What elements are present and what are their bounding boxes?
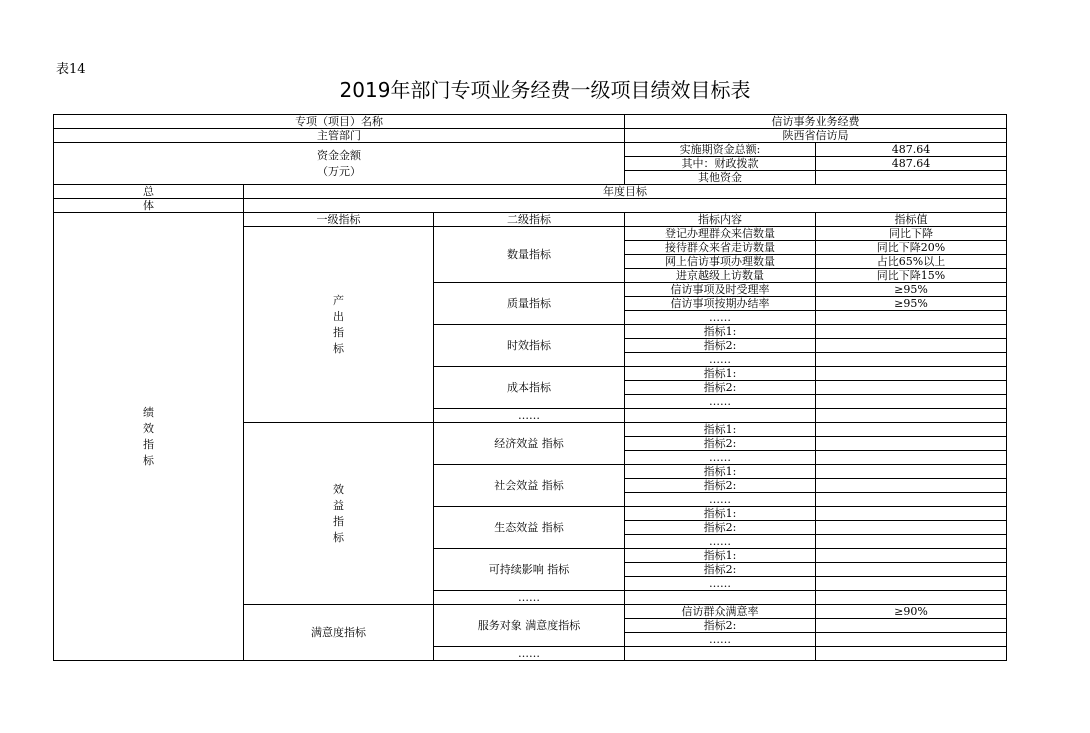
fund-label-line2: （万元） bbox=[317, 164, 361, 178]
col-value: 指标值 bbox=[816, 213, 1007, 227]
output-ellipsis: …… bbox=[434, 409, 625, 423]
ecological-value-2 bbox=[816, 521, 1007, 535]
service-label: 服务对象 满意度指标 bbox=[434, 605, 625, 647]
satisfaction-content-1: 信访群众满意率 bbox=[625, 605, 816, 619]
overall-label-a: 总 bbox=[54, 185, 244, 199]
economic-value-1 bbox=[816, 423, 1007, 437]
economic-ellipsis-value bbox=[816, 451, 1007, 465]
quantity-content-1: 登记办理群众来信数量 bbox=[625, 227, 816, 241]
benefit-label bbox=[244, 423, 434, 605]
quality-value-1: ≥95% bbox=[816, 283, 1007, 297]
performance-table bbox=[53, 114, 1007, 661]
perf-section-label bbox=[54, 213, 244, 661]
satisfaction-value-1: ≥90% bbox=[816, 605, 1007, 619]
economic-indicator-1: 指标1: bbox=[625, 423, 816, 437]
table-number: 表14 bbox=[56, 62, 86, 77]
fund-fiscal-label: 其中：财政拨款 bbox=[625, 157, 816, 171]
sustainable-value-2 bbox=[816, 563, 1007, 577]
economic-label: 经济效益 指标 bbox=[434, 423, 625, 465]
cost-ellipsis: …… bbox=[625, 395, 816, 409]
quantity-content-3: 网上信访事项办理数量 bbox=[625, 255, 816, 269]
annual-goal-label: 年度目标 bbox=[244, 185, 1007, 199]
timeliness-value-2 bbox=[816, 339, 1007, 353]
social-value-2 bbox=[816, 479, 1007, 493]
quantity-content-2: 接待群众来省走访数量 bbox=[625, 241, 816, 255]
col-level1: 一级指标 bbox=[244, 213, 434, 227]
quality-ellipsis: …… bbox=[625, 311, 816, 325]
output-label-text: 产 出 指 标 bbox=[333, 293, 344, 355]
sustainable-ellipsis: …… bbox=[625, 577, 816, 591]
ecological-indicator-1: 指标1: bbox=[625, 507, 816, 521]
cost-value-2 bbox=[816, 381, 1007, 395]
social-ellipsis-value bbox=[816, 493, 1007, 507]
output-label bbox=[244, 227, 434, 423]
fund-total-value: 487.64 bbox=[816, 143, 1007, 157]
project-name-value: 信访事务业务经费 bbox=[625, 115, 1007, 129]
timeliness-ellipsis: …… bbox=[625, 353, 816, 367]
ecological-ellipsis: …… bbox=[625, 535, 816, 549]
perf-section-text: 绩 效 指 标 bbox=[143, 405, 154, 467]
ecological-indicator-2: 指标2: bbox=[625, 521, 816, 535]
fund-label-line1: 资金金额 bbox=[317, 148, 361, 162]
timeliness-ellipsis-value bbox=[816, 353, 1007, 367]
dept-value: 陕西省信访局 bbox=[625, 129, 1007, 143]
benefit-label-text: 效 益 指 标 bbox=[333, 482, 344, 544]
cost-ellipsis-value bbox=[816, 395, 1007, 409]
sustainable-indicator-1: 指标1: bbox=[625, 549, 816, 563]
cost-indicator-2: 指标2: bbox=[625, 381, 816, 395]
satisfaction-label: 满意度指标 bbox=[244, 605, 434, 661]
quantity-label: 数量指标 bbox=[434, 227, 625, 283]
fund-label bbox=[54, 143, 625, 185]
satisfaction-last-value bbox=[816, 647, 1007, 661]
output-ellipsis-content bbox=[625, 409, 816, 423]
sustainable-indicator-2: 指标2: bbox=[625, 563, 816, 577]
quality-label: 质量指标 bbox=[434, 283, 625, 325]
social-value-1 bbox=[816, 465, 1007, 479]
quantity-content-4: 进京越级上访数量 bbox=[625, 269, 816, 283]
satisfaction-last-content bbox=[625, 647, 816, 661]
timeliness-value-1 bbox=[816, 325, 1007, 339]
economic-indicator-2: 指标2: bbox=[625, 437, 816, 451]
social-ellipsis: …… bbox=[625, 493, 816, 507]
fund-fiscal-value: 487.64 bbox=[816, 157, 1007, 171]
satisfaction-ellipsis-value bbox=[816, 633, 1007, 647]
satisfaction-value-2 bbox=[816, 619, 1007, 633]
cost-label: 成本指标 bbox=[434, 367, 625, 409]
economic-ellipsis: …… bbox=[625, 451, 816, 465]
satisfaction-indicator-2: 指标2: bbox=[625, 619, 816, 633]
ecological-ellipsis-value bbox=[816, 535, 1007, 549]
cost-value-1 bbox=[816, 367, 1007, 381]
project-name-label: 专项（项目）名称 bbox=[54, 115, 625, 129]
quality-content-1: 信访事项及时受理率 bbox=[625, 283, 816, 297]
col-content: 指标内容 bbox=[625, 213, 816, 227]
sustainable-value-1 bbox=[816, 549, 1007, 563]
quality-content-2: 信访事项按期办结率 bbox=[625, 297, 816, 311]
economic-value-2 bbox=[816, 437, 1007, 451]
fund-other-label: 其他资金 bbox=[625, 171, 816, 185]
benefit-ellipsis-content bbox=[625, 591, 816, 605]
dept-label: 主管部门 bbox=[54, 129, 625, 143]
satisfaction-level2-ellipsis: …… bbox=[434, 647, 625, 661]
output-ellipsis-value bbox=[816, 409, 1007, 423]
annual-goal-content bbox=[244, 199, 1007, 213]
quantity-value-3: 占比65%以上 bbox=[816, 255, 1007, 269]
overall-label-b: 体 bbox=[54, 199, 244, 213]
col-level2: 二级指标 bbox=[434, 213, 625, 227]
ecological-label: 生态效益 指标 bbox=[434, 507, 625, 549]
sustainable-label: 可持续影响 指标 bbox=[434, 549, 625, 591]
timeliness-label: 时效指标 bbox=[434, 325, 625, 367]
page-title: 2019年部门专项业务经费一级项目绩效目标表 bbox=[339, 78, 751, 102]
timeliness-indicator-1: 指标1: bbox=[625, 325, 816, 339]
quantity-value-1: 同比下降 bbox=[816, 227, 1007, 241]
quantity-value-2: 同比下降20% bbox=[816, 241, 1007, 255]
quality-ellipsis-value bbox=[816, 311, 1007, 325]
social-label: 社会效益 指标 bbox=[434, 465, 625, 507]
benefit-ellipsis-value bbox=[816, 591, 1007, 605]
satisfaction-ellipsis: …… bbox=[625, 633, 816, 647]
social-indicator-2: 指标2: bbox=[625, 479, 816, 493]
benefit-ellipsis: …… bbox=[434, 591, 625, 605]
quantity-value-4: 同比下降15% bbox=[816, 269, 1007, 283]
cost-indicator-1: 指标1: bbox=[625, 367, 816, 381]
timeliness-indicator-2: 指标2: bbox=[625, 339, 816, 353]
quality-value-2: ≥95% bbox=[816, 297, 1007, 311]
fund-other-value bbox=[816, 171, 1007, 185]
fund-total-label: 实施期资金总额: bbox=[625, 143, 816, 157]
social-indicator-1: 指标1: bbox=[625, 465, 816, 479]
sustainable-ellipsis-value bbox=[816, 577, 1007, 591]
ecological-value-1 bbox=[816, 507, 1007, 521]
